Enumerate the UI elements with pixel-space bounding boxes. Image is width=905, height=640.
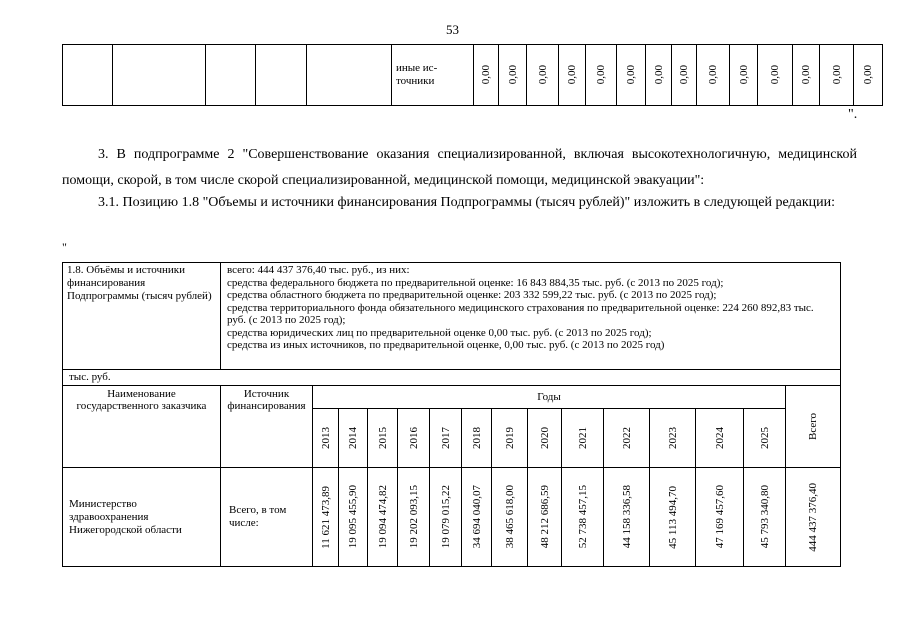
year-value: 19 202 093,15 <box>407 485 420 549</box>
customer-name: Министерство здравоохранения Нижегородской области <box>63 468 221 567</box>
value-cell: 0,00 <box>830 65 843 85</box>
continuation-row <box>63 45 883 106</box>
source-label: иные ис-точники <box>392 45 474 106</box>
empty-cell <box>63 45 113 106</box>
value-cell: 0,00 <box>595 65 607 85</box>
value-cell: 0,00 <box>625 65 637 85</box>
financing-line: всего: 444 437 376,40 тыс. руб., из них: <box>227 264 410 276</box>
year-label: 2020 <box>538 427 551 449</box>
value-cell: 0,00 <box>480 65 492 85</box>
opening-quote: " <box>62 240 67 254</box>
year-label: 2019 <box>503 427 516 449</box>
year-value: 48 212 686,59 <box>538 485 551 549</box>
year-value: 52 738 457,15 <box>576 485 589 549</box>
year-label: 2023 <box>666 427 679 449</box>
value-cell: 0,00 <box>678 65 690 85</box>
financing-line: средства федерального бюджета по предварительной оценке: 16 843 884,35 тыс. руб. (с 2013 по 2025 год); <box>227 276 724 289</box>
source-name: Всего, в том числе: <box>221 468 313 567</box>
year-value: 34 694 040,07 <box>470 485 483 549</box>
year-label: 2017 <box>439 427 452 449</box>
header-years: Годы <box>313 386 786 409</box>
year-value: 45 113 494,70 <box>666 485 679 549</box>
paragraph-3 <box>62 142 857 194</box>
financing-table <box>62 262 841 567</box>
empty-cell <box>206 45 256 106</box>
value-cell: 0,00 <box>566 65 578 85</box>
financing-line: средства территориального фонда обязательного медицинского страхования по предварительной оценке: 224 260 892,83 тыс. руб. (с 2013 по 2025 год); <box>227 301 814 326</box>
value-cell: 0,00 <box>862 65 874 85</box>
year-value: 47 169 457,60 <box>713 485 726 549</box>
value-cell: 0,00 <box>737 65 750 85</box>
year-label: 2021 <box>576 427 589 449</box>
value-cell: 0,00 <box>769 65 781 85</box>
header-row <box>63 386 841 409</box>
year-value: 11 621 473,89 <box>319 485 332 549</box>
data-row <box>63 468 841 567</box>
value-cell: 0,00 <box>707 65 719 85</box>
empty-cell <box>307 45 392 106</box>
financing-summary-row <box>63 263 841 370</box>
year-value: 19 094 474,82 <box>376 485 389 549</box>
total-value: 444 437 376,40 <box>807 482 819 552</box>
year-label: 2013 <box>319 427 332 449</box>
financing-summary <box>221 263 841 370</box>
empty-cell <box>256 45 307 106</box>
year-label: 2018 <box>470 427 483 449</box>
year-value: 45 793 340,80 <box>758 485 771 549</box>
value-cell: 0,00 <box>652 65 665 85</box>
header-total-cell <box>786 386 841 468</box>
year-label: 2024 <box>713 427 726 449</box>
year-value: 38 465 618,00 <box>503 485 516 549</box>
year-label: 2025 <box>758 427 771 449</box>
value-cell: 0,00 <box>506 65 519 85</box>
header-total: Всего <box>807 413 819 440</box>
units-label: тыс. руб. <box>63 370 841 386</box>
year-label: 2016 <box>407 427 420 449</box>
empty-cell <box>113 45 206 106</box>
year-label: 2015 <box>376 427 389 449</box>
page-number: 53 <box>446 22 459 37</box>
units-row <box>63 370 841 386</box>
year-label: 2014 <box>347 427 359 449</box>
value-cell: 0,00 <box>800 65 812 85</box>
paragraph-3-1-text: 3.1. Позицию 1.8 "Объемы и источники финансирования Подпрограммы (тысяч рублей)" изложить в следующей редакции: <box>98 195 836 210</box>
paragraph-3-1 <box>62 190 857 216</box>
financing-line: средства областного бюджета по предварительной оценке: 203 332 599,22 тыс. руб. (с 2013 по 2025 год); <box>227 289 717 301</box>
continuation-table <box>62 44 883 106</box>
financing-line: средства юридических лиц по предварительной оценке 0,00 тыс. руб. (с 2013 по 2025 год); <box>227 326 652 339</box>
paragraph-3-text: 3. В подпрограмме 2 "Совершенствование оказания специализированной, включая высокотехнологичную, медицинской помощи, скорой, в том числе скорой специализированной, медицинской помощи, медицинской эвакуации": <box>62 147 857 188</box>
closing-quote: ". <box>848 107 858 122</box>
header-customer: Наименование государственного заказчика <box>63 386 221 468</box>
year-value: 19 095 455,90 <box>347 485 359 549</box>
year-value: 19 079 015,22 <box>439 485 452 549</box>
year-value: 44 158 336,58 <box>620 485 633 549</box>
header-source: Источник финансирования <box>221 386 313 468</box>
position-label: 1.8. Объёмы и источники финансирования Подпрограммы (тысяч рублей) <box>63 263 221 370</box>
value-cell: 0,00 <box>536 65 549 85</box>
year-label: 2022 <box>620 427 633 449</box>
financing-line: средства из иных источников, по предварительной оценке, 0,00 тыс. руб. (с 2013 по 2025 год) <box>227 339 665 351</box>
